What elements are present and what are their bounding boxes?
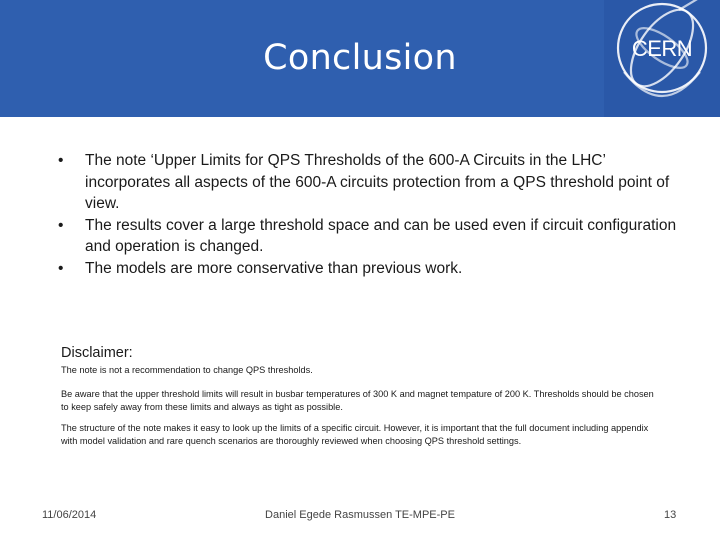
cern-logo-text: CERN	[631, 36, 693, 61]
bullet-item	[58, 215, 678, 258]
bullet-text: The results cover a large threshold space and can be used even if circuit configuration and operation is changed.	[85, 216, 677, 255]
bullet-item	[58, 258, 678, 280]
bullet-marker: •	[58, 216, 64, 234]
slide-header	[0, 0, 720, 117]
slide-title: Conclusion	[263, 38, 457, 78]
cern-logo-icon	[604, 0, 720, 117]
footer-date: 11/06/2014	[42, 509, 97, 521]
page-number: 13	[664, 509, 677, 521]
disclaimer-line: Be aware that the upper threshold limits will result in busbar temperatures of 300 K and magnet tempature of 200 K. Thresholds should be chosen to keep safely away from these limits and always as tight as possible.	[61, 389, 654, 413]
bullet-text: The models are more conservative than previous work.	[85, 259, 463, 277]
cern-logo	[604, 0, 720, 117]
disclaimer-line: The structure of the note makes it easy to look up the limits of a specific circuit. However, it is important that the full document including appendix with model validation and rare quench scenarios are thoroughly reviewed when choosing QPS threshold settings.	[61, 423, 649, 447]
disclaimer-heading: Disclaimer:	[61, 345, 133, 361]
disclaimer-line: The note is not a recommendation to change QPS thresholds.	[61, 365, 313, 375]
bullet-item	[58, 150, 678, 215]
conclusion-bullets	[58, 150, 678, 279]
bullet-text: The note ‘Upper Limits for QPS Thresholds of the 600-A Circuits in the LHC’ incorporates all aspects of the 600-A circuits protection from a QPS threshold point of view.	[85, 152, 670, 212]
bullet-marker: •	[58, 152, 64, 169]
footer-author: Daniel Egede Rasmussen TE-MPE-PE	[265, 509, 455, 521]
bullet-marker: •	[58, 259, 64, 277]
